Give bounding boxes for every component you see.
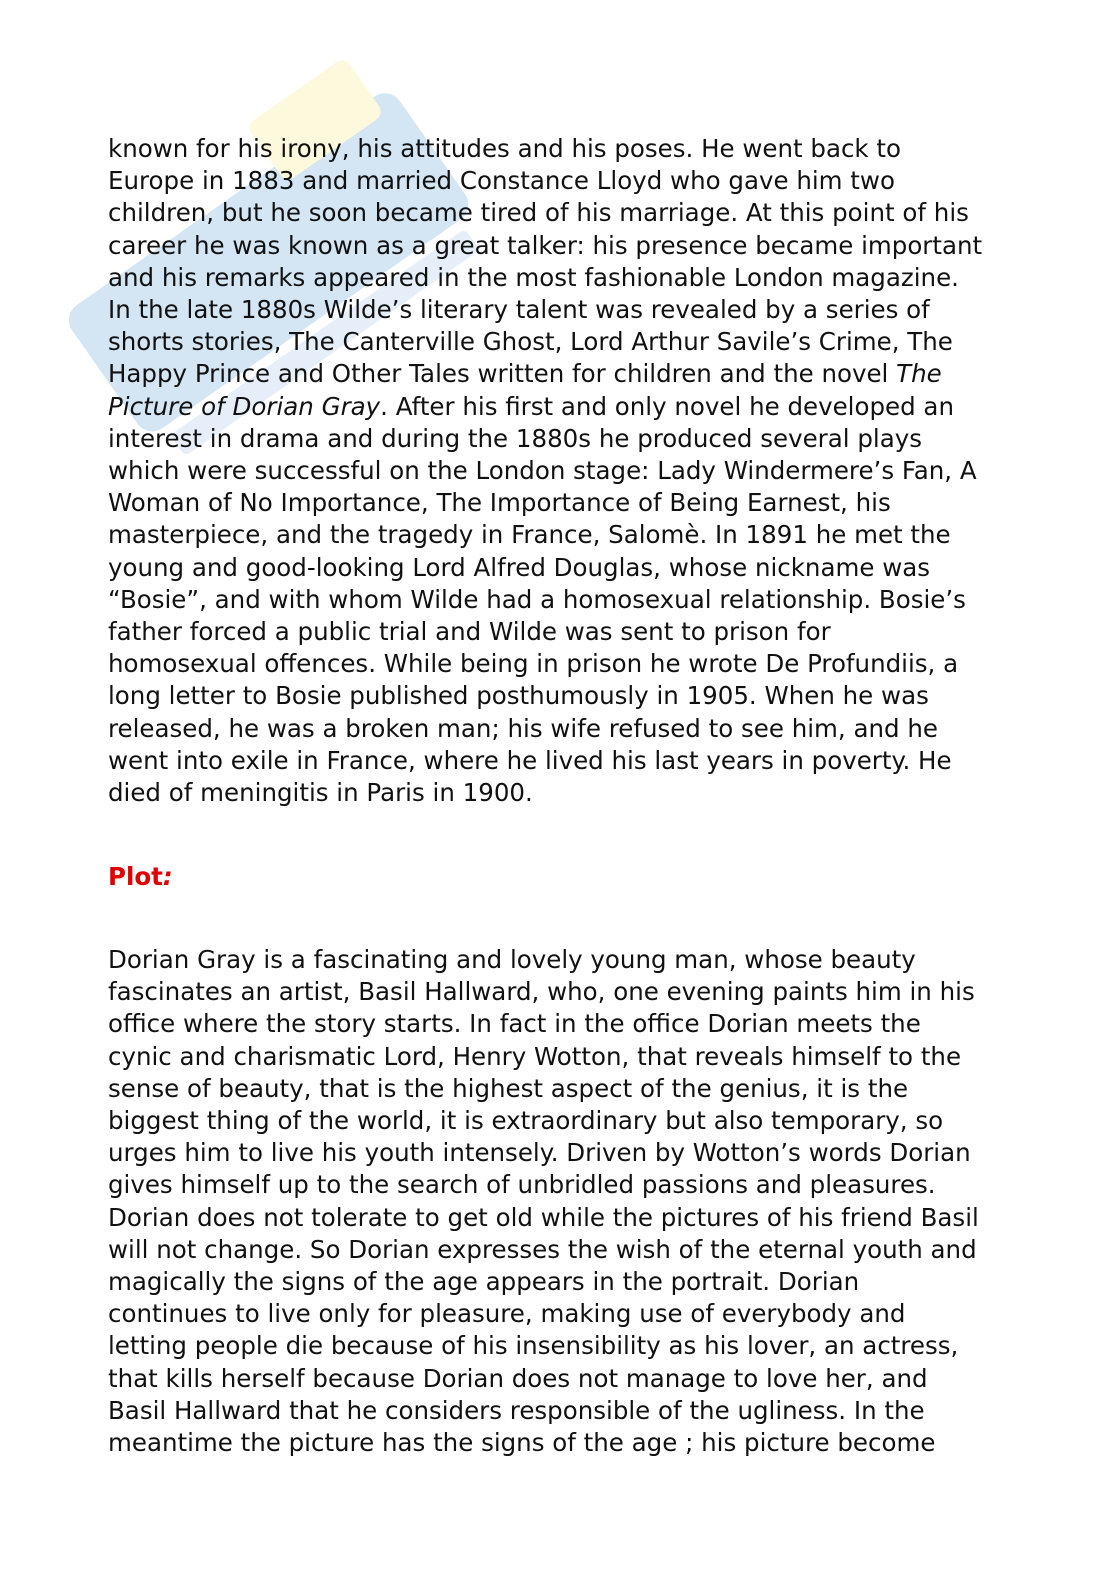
text-line: known for his irony, his attitudes and his poses. He went back to [108,134,901,163]
text-line: Europe in 1883 and married Constance Lloyd who gave him two [108,166,895,196]
text-line: shorts stories, The Canterville Ghost, Lord Arthur Savile’s Crime, The [108,327,953,357]
text-line [108,358,1013,390]
text-line: went into exile in France, where he lived his last years in poverty. He [108,745,952,775]
text-line: interest in drama and during the 1880s he produced several plays [108,423,922,453]
text-line: meantime the picture has the signs of the age ; his picture become [108,1428,936,1458]
text-line: died of meningitis in Paris in 1900. [108,778,533,808]
text-line: masterpiece, and the tragedy in France, Salomè. In 1891 he met the [108,520,951,550]
text-line: young and good-looking Lord Alfred Douglas, whose nickname was [108,552,931,582]
text-line [108,391,1013,423]
text-line: gives himself up to the search of unbridled passions and pleasures. [108,1170,936,1200]
text-line: Basil Hallward that he considers responsible of the ugliness. In the [108,1395,925,1425]
text-line: Dorian does not tolerate to get old while the pictures of his friend Basil [108,1202,979,1232]
text-line: “Bosie”, and with whom Wilde had a homosexual relationship. Bosie’s [108,584,966,614]
text-line: In the late 1880s Wilde’s literary talent was revealed by a series of [108,295,930,325]
text-line: released, he was a broken man; his wife refused to see him, and he [108,713,938,743]
text-line: biggest thing of the world, it is extraordinary but also temporary, so [108,1106,944,1136]
text-line: continues to live only for pleasure, making use of everybody and [108,1299,906,1329]
text-segment: Happy Prince and Other Tales written for children and the novel [108,359,897,389]
text-line: office where the story starts. In fact in the office Dorian meets the [108,1009,921,1039]
biography-paragraph [108,133,1013,809]
text-line: father forced a public trial and Wilde was sent to prison for [108,617,831,647]
text-line: which were successful on the London stage: Lady Windermere’s Fan, A [108,456,977,486]
plot-heading-colon: : [162,862,173,891]
text-line: homosexual offences. While being in prison he wrote De Profundiis, a [108,649,959,679]
text-line: sense of beauty, that is the highest aspect of the genius, it is the [108,1073,909,1103]
novel-title-italic: Picture of Dorian Gray [108,391,381,421]
text-line: children, but he soon became tired of his marriage. At this point of his [108,198,969,228]
text-line: Woman of No Importance, The Importance of Being Earnest, his [108,488,891,518]
text-line: and his remarks appeared in the most fashionable London magazine. [108,262,959,292]
text-line: fascinates an artist, Basil Hallward, who, one evening paints him in his [108,977,975,1007]
text-line: Dorian Gray is a fascinating and lovely young man, whose beauty [108,945,916,974]
text-line: that kills herself because Dorian does not manage to love her, and [108,1363,928,1393]
plot-heading [108,861,173,893]
text-line: long letter to Bosie published posthumously in 1905. When he was [108,681,929,711]
text-line: letting people die because of his insensibility as his lover, an actress, [108,1331,959,1361]
text-line: magically the signs of the age appears in the portrait. Dorian [108,1267,860,1297]
text-line: will not change. So Dorian expresses the wish of the eternal youth and [108,1234,977,1264]
text-segment: . After his first and only novel he developed an [380,391,954,421]
plot-paragraph [108,944,1013,1459]
text-line: urges him to live his youth intensely. Driven by Wotton’s words Dorian [108,1138,971,1168]
plot-heading-label: Plot [108,862,163,891]
text-line: cynic and charismatic Lord, Henry Wotton, that reveals himself to the [108,1041,962,1071]
text-line: career he was known as a great talker: his presence became important [108,230,983,260]
novel-title-italic: The [896,359,942,389]
